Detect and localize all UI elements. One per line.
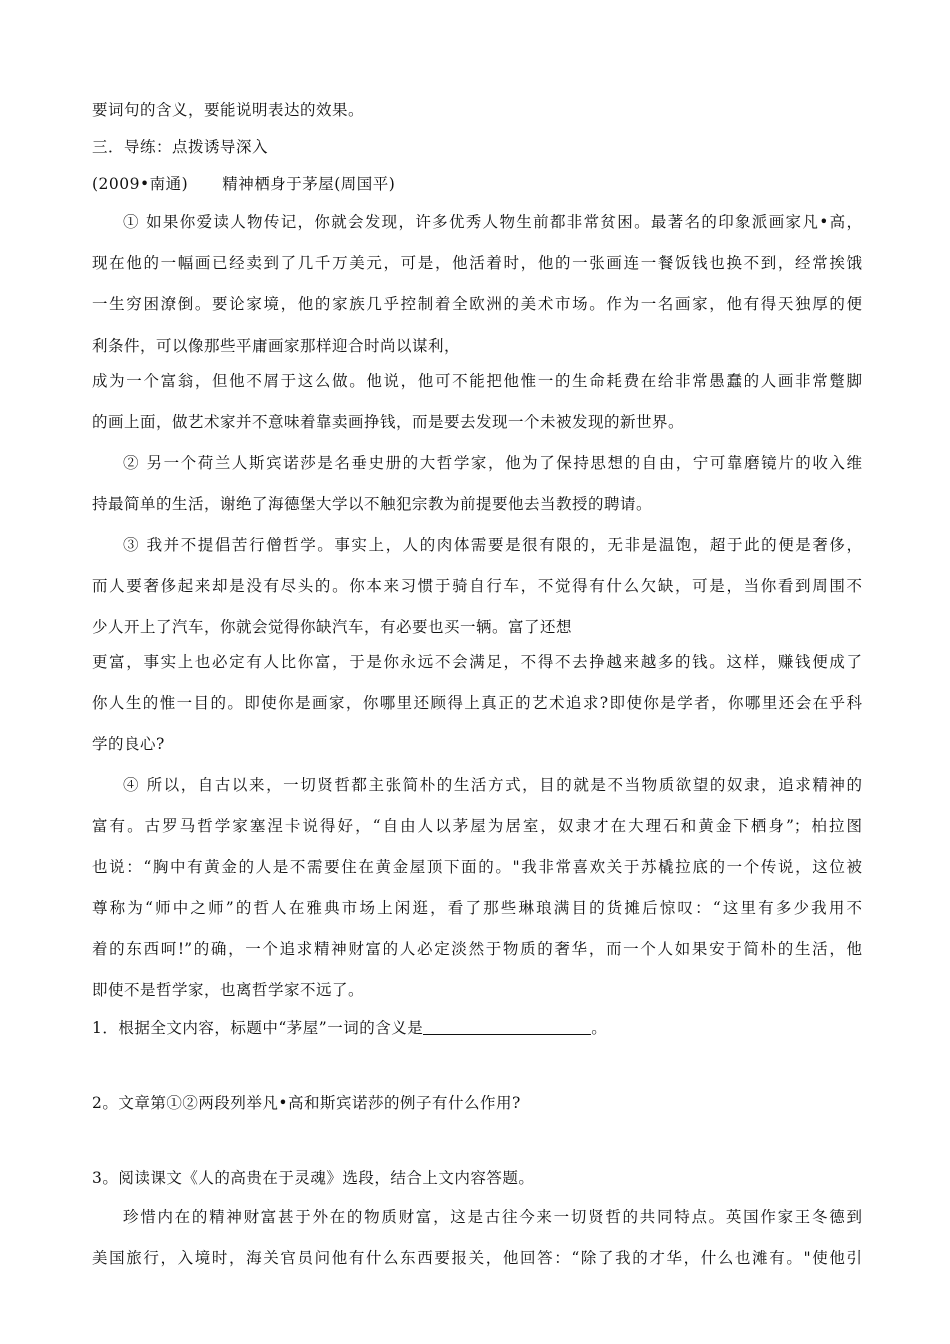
paragraph-5-line: 珍惜内在的精神财富甚于外在的物质财富，这是古往今来一切贤哲的共同特点。英国作家王冬德到 xyxy=(123,1208,862,1226)
article-title: 精神栖身于茅屋(周国平) xyxy=(222,175,396,193)
paragraph-2-line: ② 另一个荷兰人斯宾诺莎是名垂史册的大哲学家，他为了保持思想的自由，宁可靠磨镜片的收入维 xyxy=(123,454,862,472)
paragraph-4-line: 即使不是哲学家，也离哲学家不远了。 xyxy=(92,981,365,999)
article-title-line xyxy=(92,174,395,194)
question-1-end: 。 xyxy=(591,1019,608,1037)
paragraph-1-line: 一生穷困潦倒。要论家境，他的家族几乎控制着全欧洲的美术市场。作为一名画家，他有得天独厚的便 xyxy=(92,295,862,313)
paragraph-4-line: 富有。古罗马哲学家塞涅卡说得好，“自由人以茅屋为居室，奴隶才在大理石和黄金下栖身”；柏拉图 xyxy=(92,817,862,835)
section-heading: 三．导练：点拨诱导深入 xyxy=(92,138,269,156)
paragraph-1-line: 现在他的一幅画已经卖到了几千万美元，可是，他活着时，他的一张画连一餐饭钱也换不到，经常挨饿 xyxy=(92,254,862,272)
paragraph-5-line: 美国旅行，入境时，海关官员问他有什么东西要报关，他回答：“除了我的才华，什么也滩有。"使他引 xyxy=(92,1249,862,1267)
paragraph-3-line: 更富，事实上也必定有人比你富，于是你永远不会满足，不得不去挣越来越多的钱。这样，赚钱便成了 xyxy=(92,653,862,671)
question-1-text: 1．根据全文内容，标题中“茅屋”一词的含义是 xyxy=(92,1019,424,1037)
paragraph-1-line: 的画上面，做艺术家并不意味着靠卖画挣钱，而是要去发现一个未被发现的新世界。 xyxy=(92,413,685,431)
paragraph-3-line: 少人开上了汽车，你就会觉得你缺汽车，有必要也买一辆。富了还想 xyxy=(92,618,573,636)
question-1 xyxy=(92,1018,607,1038)
paragraph-3-line: 而人要奢侈起来却是没有尽头的。你本来习惯于骑自行车，不觉得有什么欠缺，可是，当你看到周围不 xyxy=(92,577,862,595)
paragraph-1-line: 利条件，可以像那些平庸画家那样迎合时尚以谋利， xyxy=(92,337,461,355)
paragraph-1-line: 成为一个富翁，但他不屑于这么做。他说，他可不能把他惟一的生命耗费在给非常愚蠢的人画非常蹩脚 xyxy=(92,372,862,390)
paragraph-4-line: 着的东西呵!”的确，一个追求精神财富的人必定淡然于物质的奢华，而一个人如果安于简朴的生活，他 xyxy=(92,940,862,958)
paragraph-4-line: 尊称为“师中之师”的哲人在雅典市场上闲逛，看了那些琳琅满目的货摊后惊叹：“这里有多少我用不 xyxy=(92,899,862,917)
paragraph-1-line: ① 如果你爱读人物传记，你就会发现，许多优秀人物生前都非常贫困。最著名的印象派画家凡•高， xyxy=(123,213,862,231)
paragraph-4-line: 也说：“胸中有黄金的人是不需要住在黄金屋顶下面的。"我非常喜欢关于苏橇拉底的一个传说，这位被 xyxy=(92,858,862,876)
question-3: 3。阅读课文《人的高贵在于灵魂》选段，结合上文内容答题。 xyxy=(92,1169,535,1187)
answer-blank[interactable] xyxy=(423,1020,591,1035)
paragraph-3-line: 你人生的惟一目的。即使你是画家，你哪里还顾得上真正的艺术追求?即使你是学者，你哪里还会在乎科 xyxy=(92,694,862,712)
article-source: (2009•南通) xyxy=(92,175,189,193)
question-2: 2。文章第①②两段列举凡•高和斯宾诺莎的例子有什么作用? xyxy=(92,1094,521,1112)
paragraph-2-line: 持最简单的生活，谢绝了海德堡大学以不触犯宗教为前提要他去当教授的聘请。 xyxy=(92,495,653,513)
intro-line: 要词句的含义，要能说明表达的效果。 xyxy=(92,101,365,119)
paragraph-4-line: ④ 所以，自古以来，一切贤哲都主张简朴的生活方式，目的就是不当物质欲望的奴隶，追求精神的 xyxy=(123,776,862,794)
paragraph-3-line: 学的良心? xyxy=(92,735,165,753)
paragraph-3-line: ③ 我并不提倡苦行僧哲学。事实上，人的肉体需要是很有限的，无非是温饱，超于此的便是奢侈， xyxy=(123,536,862,554)
